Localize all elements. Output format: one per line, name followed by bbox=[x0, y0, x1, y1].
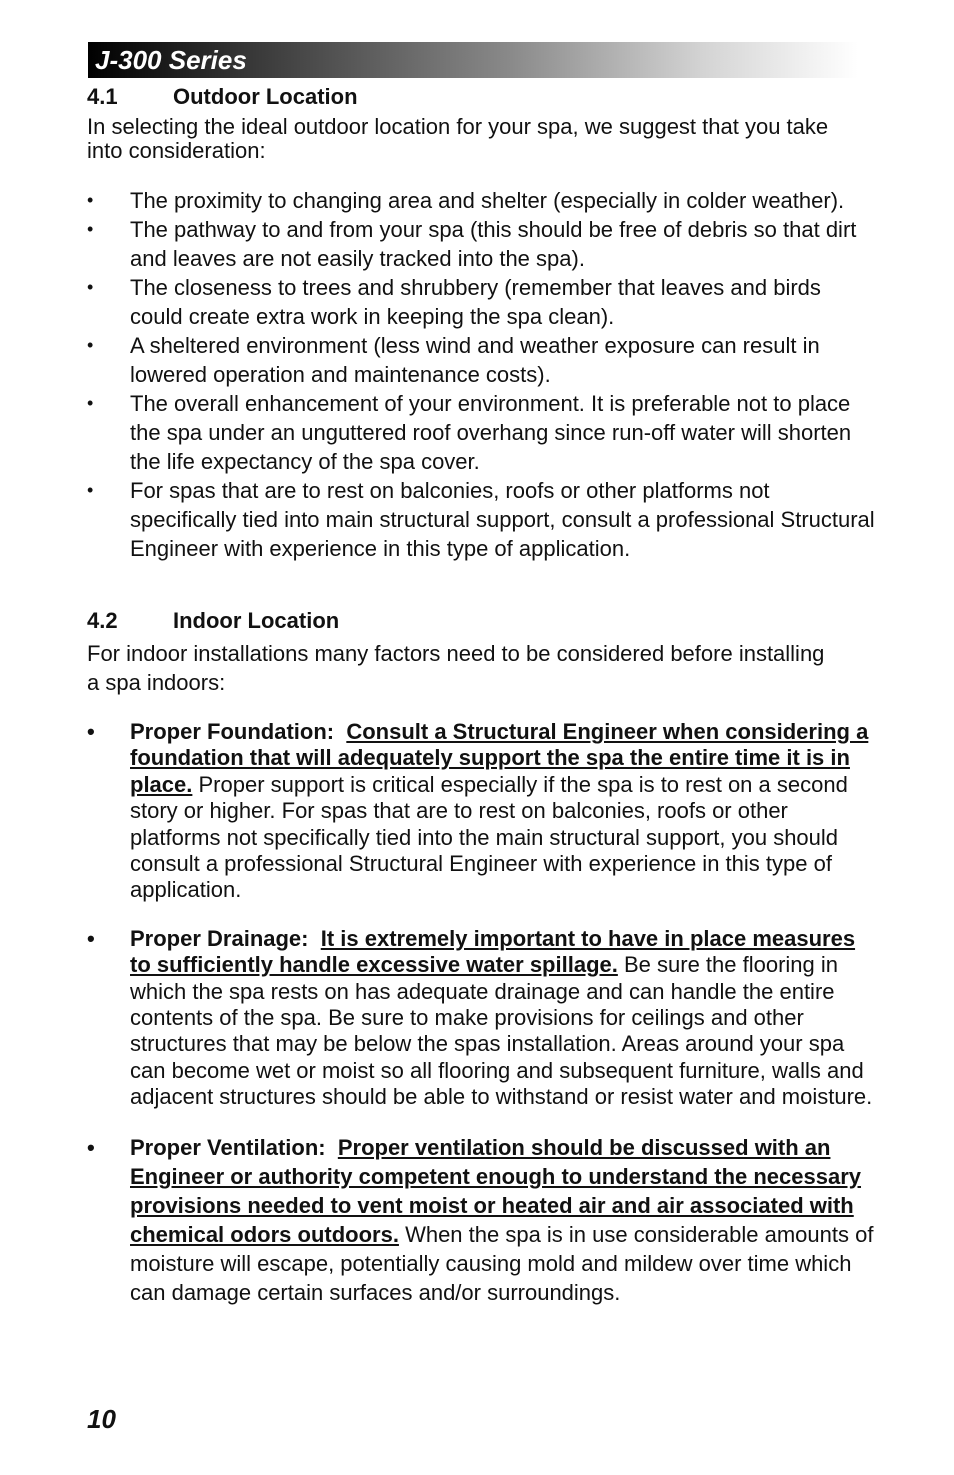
indoor-intro: For indoor installations many factors need to be considered before installing a spa indoors: bbox=[87, 641, 825, 695]
section-heading-4-1 bbox=[87, 84, 358, 110]
section-number: 4.1 bbox=[87, 84, 118, 109]
list-item: • For spas that are to rest on balconies, roofs or other platforms not specifically tied into main structural support, consult a professional Structural Engineer with experience in this type of application. bbox=[87, 478, 875, 561]
indoor-requirements-list bbox=[87, 719, 877, 1307]
bullet-dot: • bbox=[87, 335, 94, 355]
list-item-ventilation: • Proper Ventilation: Proper ventilation should be discussed with an Engineer or authority competent enough to understand the necessary provisions needed to vent moist or heated air and air associated with chemical odors outdoors. When the spa is in use considerable amounts of moisture will escape, potentially causing mold and mildew over time which can damage certain surfaces and/or surroundings. bbox=[87, 1134, 874, 1305]
series-title: J-300 Series bbox=[95, 45, 247, 75]
bullet-dot: • bbox=[87, 925, 95, 951]
outdoor-bullet-list bbox=[87, 186, 877, 563]
section-title: Indoor Location bbox=[173, 608, 340, 633]
outdoor-intro: In selecting the ideal outdoor location for your spa, we suggest that you take into consideration: bbox=[87, 114, 829, 163]
bullet-dot: • bbox=[87, 393, 94, 413]
bullet-dot: • bbox=[87, 190, 94, 210]
list-item-drainage: • Proper Drainage: It is extremely important to have in place measures to sufficiently handle excessive water spillage. Be sure the flooring in which the spa rests on has adequate drainage and can handle the entire contents of the spa. Be sure to make provisions for ceilings and other structures that may be below the spas installation. Areas around your spa can become wet or moist so all flooring and subsequent furniture, walls and adjacent structures should be able to withstand or resist water and moisture. bbox=[87, 925, 873, 1110]
section-heading-4-2 bbox=[87, 608, 339, 634]
series-header-bar bbox=[88, 42, 858, 78]
list-item: • The proximity to changing area and shelter (especially in colder weather). bbox=[87, 188, 845, 213]
bullet-dot: • bbox=[87, 277, 94, 297]
bullet-dot: • bbox=[87, 480, 94, 500]
list-item: • The pathway to and from your spa (this should be free of debris so that dirt and leaves are not easily tracked into the spa). bbox=[87, 217, 857, 271]
bullet-dot: • bbox=[87, 1134, 95, 1160]
page-number: 10 bbox=[87, 1404, 116, 1434]
section-number: 4.2 bbox=[87, 608, 118, 633]
list-item: • The overall enhancement of your environment. It is preferable not to place the spa under an unguttered roof overhang since run-off water will shorten the life expectancy of the spa cover. bbox=[87, 391, 852, 474]
bullet-dot: • bbox=[87, 719, 95, 744]
list-item: • The closeness to trees and shrubbery (remember that leaves and birds could create extra work in keeping the spa clean). bbox=[87, 275, 821, 329]
list-item: • A sheltered environment (less wind and weather exposure can result in lowered operation and maintenance costs). bbox=[87, 333, 820, 387]
bullet-dot: • bbox=[87, 219, 94, 239]
section-title: Outdoor Location bbox=[173, 84, 358, 109]
list-item-foundation: • Proper Foundation: Consult a Structural Engineer when considering a foundation that will adequately support the spa the entire time it is in place. Proper support is critical especially if the spa is to rest on a second story or higher. For spas that are to rest on balconies, roofs or other platforms not specifically tied into the main structural support, you should consult a professional Structural Engineer with experience in this type of application. bbox=[87, 719, 869, 903]
